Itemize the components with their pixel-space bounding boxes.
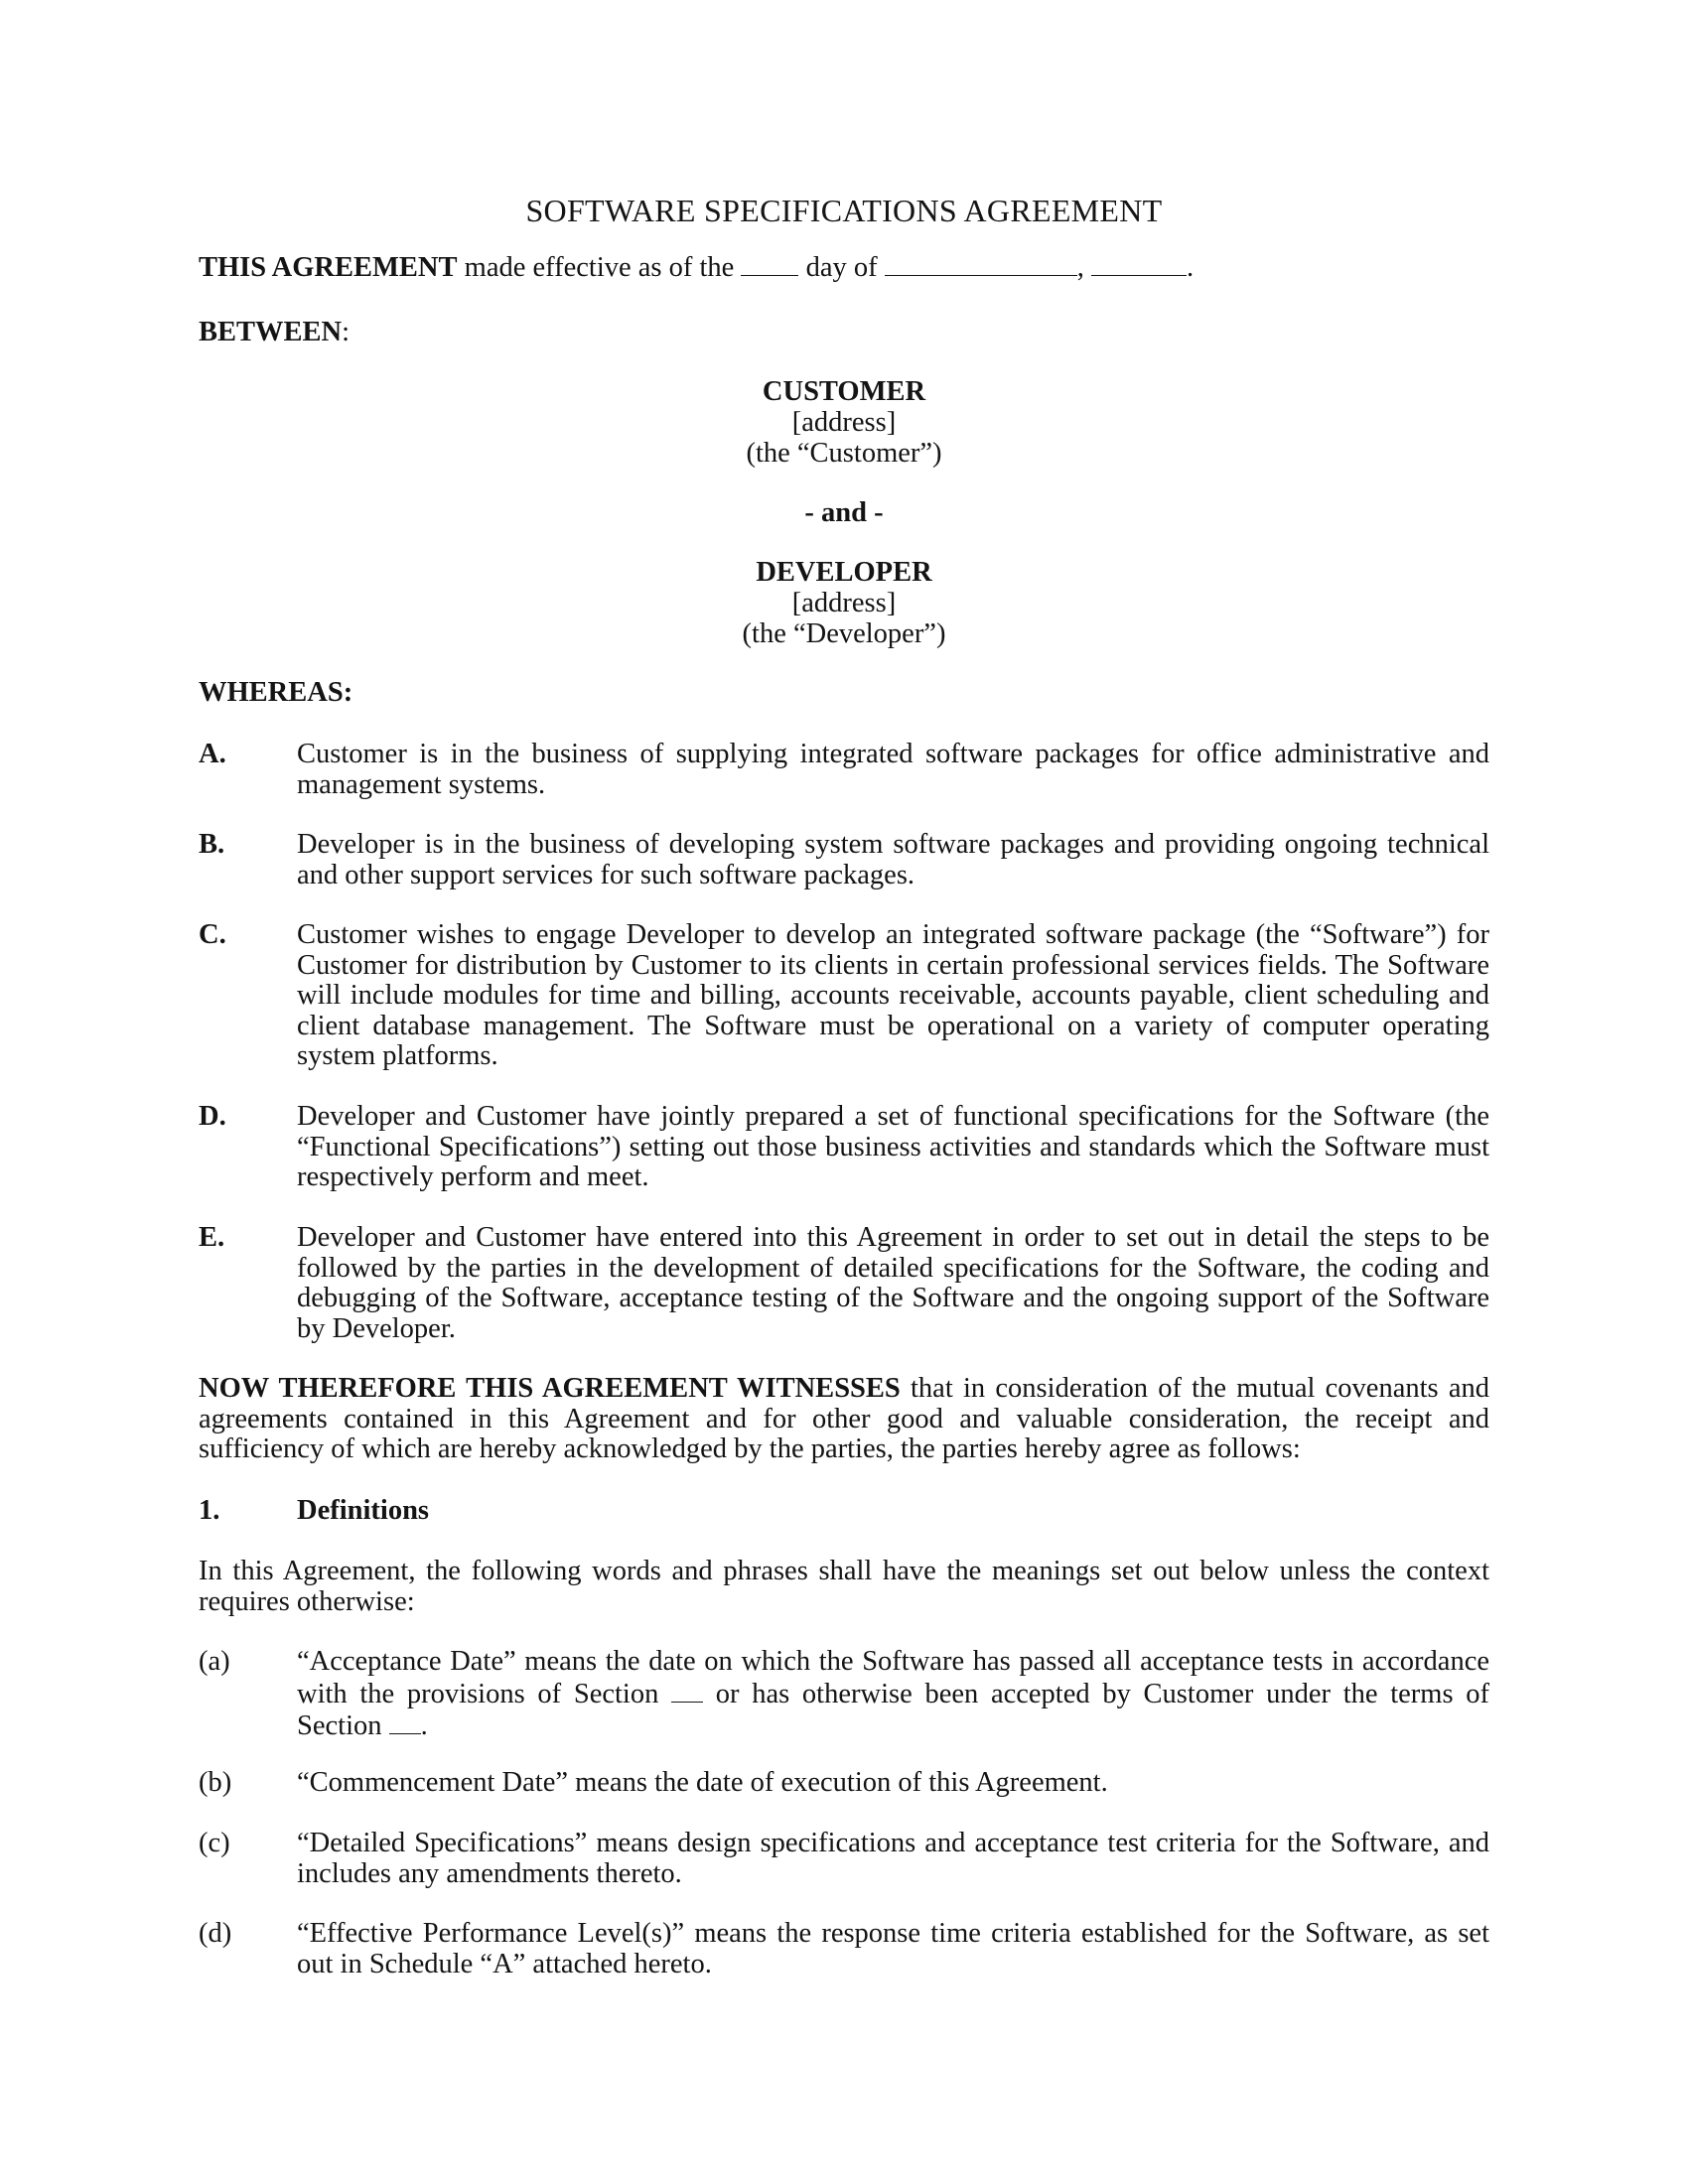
witness-lead: NOW THEREFORE THIS AGREEMENT WITNESSES [199,1373,901,1404]
definition-label: (a) [199,1646,230,1677]
whereas-heading: WHEREAS: [199,677,353,708]
recital-text: Developer and Customer have jointly prepared a set of functional specifications for the Software (the “Functional Specifications”) setting out those business activities and standards which the Software must respectively perform and meet. [297,1101,1489,1192]
developer-address: [address] [791,588,897,618]
recital-text: Developer is in the business of developing system software packages and providing ongoing technical and other support services for such software packages. [297,829,1489,890]
customer-address: [address] [791,407,897,438]
recital-label: B. [199,829,225,860]
effective-lead: THIS AGREEMENT [199,252,458,283]
definition-text: “Detailed Specifications” means design specifications and acceptance test criteria for the Software, and includes any amendments thereto. [297,1828,1489,1889]
recital-text: Developer and Customer have entered into this Agreement in order to set out in detail the steps to be followed by the parties in the development of detailed specifications for the Software, the coding and debugging of the Software, acceptance testing of the Software and the ongoing support of the Software by Developer. [297,1222,1489,1344]
witness-paragraph [199,1374,1489,1465]
customer-name: CUSTOMER [762,376,926,407]
section-number-blank [389,1709,421,1734]
definition-text: “Commencement Date” means the date of execution of this Agreement. [297,1767,1108,1798]
recital-label: C. [199,919,226,950]
recital-text: Customer is in the business of supplying integrated software packages for office administrative and management systems. [297,739,1489,800]
developer-alias: (the “Developer”) [742,618,946,649]
definition-text: “Acceptance Date” means the date on which the Software has passed all acceptance tests in accordance with the provisions of Section or has otherwise been accepted by Customer under the terms of Section . [297,1646,1489,1741]
recital-text: Customer wishes to engage Developer to develop an integrated software package (the “Software”) for Customer for distribution by Customer to its clients in certain professional services fields. The Software will include modules for time and billing, accounts receivable, accounts payable, client scheduling and client database management. The Software must be operational on a variety of computer operating system platforms. [297,919,1489,1071]
day-blank [741,251,798,276]
recital-label: E. [199,1222,225,1253]
effective-day-text: day of [805,252,878,283]
witness-text: that in consideration of the mutual covenants and agreements contained in this Agreement and for other good and valuable consideration, the receipt and sufficiency of which are hereby acknowledged by the parties, the parties hereby agree as follows: [199,1373,1489,1464]
customer-alias: (the “Customer”) [746,438,942,469]
between-heading: BETWEEN: [199,317,351,347]
and-separator: - and - [804,497,884,528]
section-number: 1. [199,1495,220,1526]
definition-text: “Effective Performance Level(s)” means the response time criteria established for the Software, as set out in Schedule “A” attached hereto. [297,1918,1489,1979]
year-blank [1091,251,1187,276]
section-number-blank [671,1678,703,1703]
section-heading: Definitions [297,1495,430,1526]
document-title: SOFTWARE SPECIFICATIONS AGREEMENT [525,193,1163,228]
effective-date-line: THIS AGREEMENT made effective as of the day of , . [199,252,1195,283]
recital-label: D. [199,1101,226,1132]
definition-label: (c) [199,1828,230,1858]
developer-name: DEVELOPER [756,557,932,588]
definition-label: (d) [199,1918,232,1949]
definition-label: (b) [199,1767,232,1798]
month-blank [885,251,1077,276]
definitions-intro: In this Agreement, the following words and phrases shall have the meanings set out below unless the context requires otherwise: [199,1556,1489,1617]
recital-label: A. [199,739,226,769]
effective-text: made effective as of the [464,252,735,283]
